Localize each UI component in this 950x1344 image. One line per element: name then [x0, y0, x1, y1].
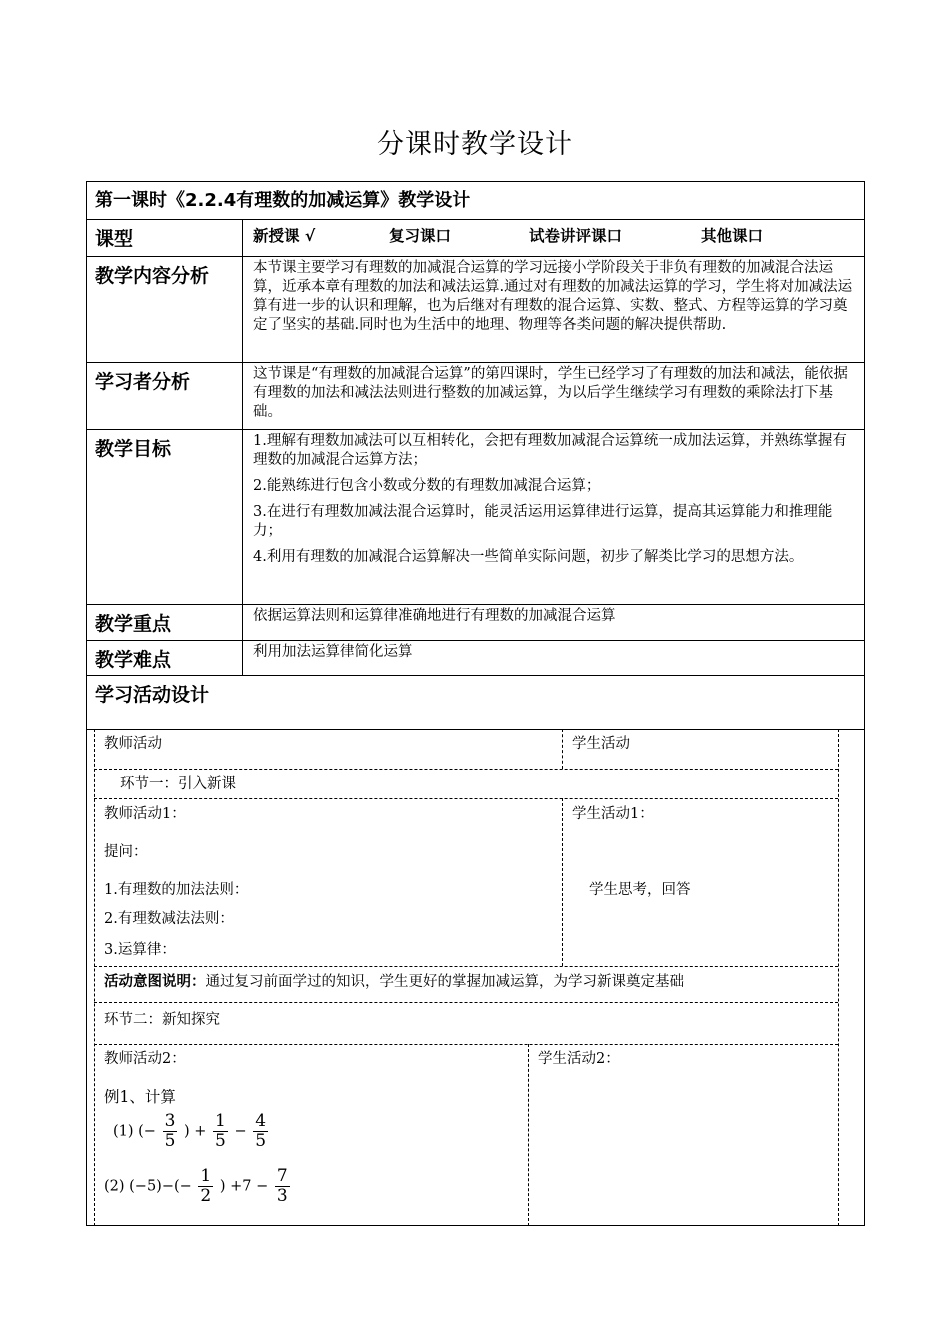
section-two-label: 环节二：新知探究: [104, 1012, 220, 1028]
denominator: 5: [215, 1131, 226, 1151]
header-row: [87, 182, 864, 220]
difficulty-label: 教学难点: [95, 649, 172, 671]
activity-design-label: 学习活动设计: [95, 684, 210, 706]
student-activity-2-title: 学生活动2：: [538, 1051, 620, 1067]
expr1-prefix: (1) (−: [113, 1123, 156, 1140]
objective-item: 4.利用有理数的加减混合运算解决一些简单实际问题，初步了解类比学习的思想方法。: [253, 549, 804, 565]
numerator: 3: [164, 1111, 176, 1131]
learner-analysis-text: 这节课是“有理数的加减混合运算”的第四课时，学生已经学习了有理数的加法和减法，能依据有理数的加法和减法法则进行整数的加减运算，为以后学生继续学习有理数的乘除法打下基础。: [253, 366, 848, 420]
expr2-op-1: ) +7 −: [219, 1178, 269, 1195]
intent-label: 活动意图说明：: [104, 974, 206, 990]
section-one-label: 环节一：引入新课: [120, 776, 236, 792]
key-point-label: 教学重点: [95, 613, 172, 635]
lesson-plan-table: [86, 181, 865, 1226]
numerator: 4: [255, 1111, 267, 1131]
question-addition-rule: 1.有理数的加法法则：: [104, 882, 249, 898]
expr1-op-1: ) +: [184, 1123, 207, 1140]
lesson-type-label: 课型: [95, 228, 134, 250]
objectives-label: 教学目标: [95, 438, 172, 460]
content-analysis-row: [87, 257, 864, 363]
key-point-text: 依据运算法则和运算律准确地进行有理数的加减混合运算: [253, 608, 616, 624]
intent-text: 通过复习前面学过的知识，学生更好的掌握加减运算，为学习新课奠定基础: [205, 974, 684, 990]
expression-1: [113, 1112, 270, 1151]
expr1-fraction-1: [163, 1112, 178, 1151]
learner-analysis-row: [87, 363, 864, 430]
page-title: 分课时教学设计: [377, 129, 573, 160]
denominator: 5: [164, 1131, 176, 1151]
denominator: 5: [255, 1131, 267, 1151]
objectives-row: [87, 430, 864, 605]
question-operation-laws: 3.运算律：: [104, 942, 176, 958]
lesson-type-new: 新授课 √: [253, 227, 316, 245]
lesson-type-exam-review: 试卷讲评课口: [529, 227, 623, 245]
objective-item: 3.在进行有理数加减法混合运算时，能灵活运用运算律进行运算，提高其运算能力和推理能力；: [253, 504, 833, 539]
numerator: 7: [276, 1166, 288, 1186]
numerator: 1: [215, 1111, 226, 1131]
header-title: 第一课时《2.2.4有理数的加减运算》教学设计: [95, 190, 471, 211]
content-analysis-text: 本节课主要学习有理数的加减混合运算的学习远接小学阶段关于非负有理数的加减混合法运算，近承本章有理数的加法和减法运算.通过对有理数的加减法运算的学习，学生将对加减法运算有进一步的认识和理解，也为后继对有理数的混合运算、实数、整式、方程等运算的学习奠定了坚实的基础.同时也为生活中的地理、物理等各类问题的解决提供帮助.: [253, 260, 853, 333]
learner-analysis-label: 学习者分析: [95, 371, 191, 393]
expr1-fraction-2: [213, 1112, 228, 1151]
difficulty-text: 利用加法运算律简化运算: [253, 644, 413, 660]
lesson-type-row: [87, 220, 864, 257]
student-activity-1-text: 学生思考，回答: [589, 882, 691, 898]
teacher-activity-2-title: 教师活动2：: [104, 1051, 186, 1067]
objective-item: 2.能熟练进行包含小数或分数的有理数加减混合运算；: [253, 478, 601, 494]
question-subtraction-rule: 2.有理数减法法则：: [104, 911, 234, 927]
expr2-fraction-2: [275, 1167, 290, 1206]
expr2-prefix: (2) (−5)−(−: [104, 1178, 192, 1195]
content-analysis-label: 教学内容分析: [95, 265, 210, 287]
intent-statement: [104, 970, 684, 991]
objectives-list: [253, 432, 854, 574]
teacher-activity-header: 教师活动: [104, 736, 162, 752]
example-1-label: 例1、计算: [104, 1088, 176, 1106]
expr2-fraction-1: [198, 1167, 213, 1206]
teacher-question-label: 提问：: [104, 844, 148, 860]
denominator: 2: [200, 1186, 212, 1206]
lesson-type-other: 其他课口: [701, 227, 764, 245]
student-activity-header: 学生活动: [572, 736, 630, 752]
expression-2: [104, 1167, 292, 1206]
key-point-row: [87, 605, 864, 641]
denominator: 3: [276, 1186, 288, 1206]
numerator: 1: [200, 1166, 212, 1186]
objective-item: 1.理解有理数加减法可以互相转化，会把有理数加减混合运算统一成加法运算，并熟练掌握有理数的加减混合运算方法；: [253, 433, 847, 468]
difficulty-row: [87, 641, 864, 676]
student-activity-1-title: 学生活动1：: [572, 806, 654, 822]
expr1-fraction-3: [253, 1112, 268, 1151]
teacher-activity-1-title: 教师活动1：: [104, 806, 186, 822]
lesson-type-review: 复习课口: [389, 227, 452, 245]
expr1-op-2: −: [234, 1123, 247, 1140]
